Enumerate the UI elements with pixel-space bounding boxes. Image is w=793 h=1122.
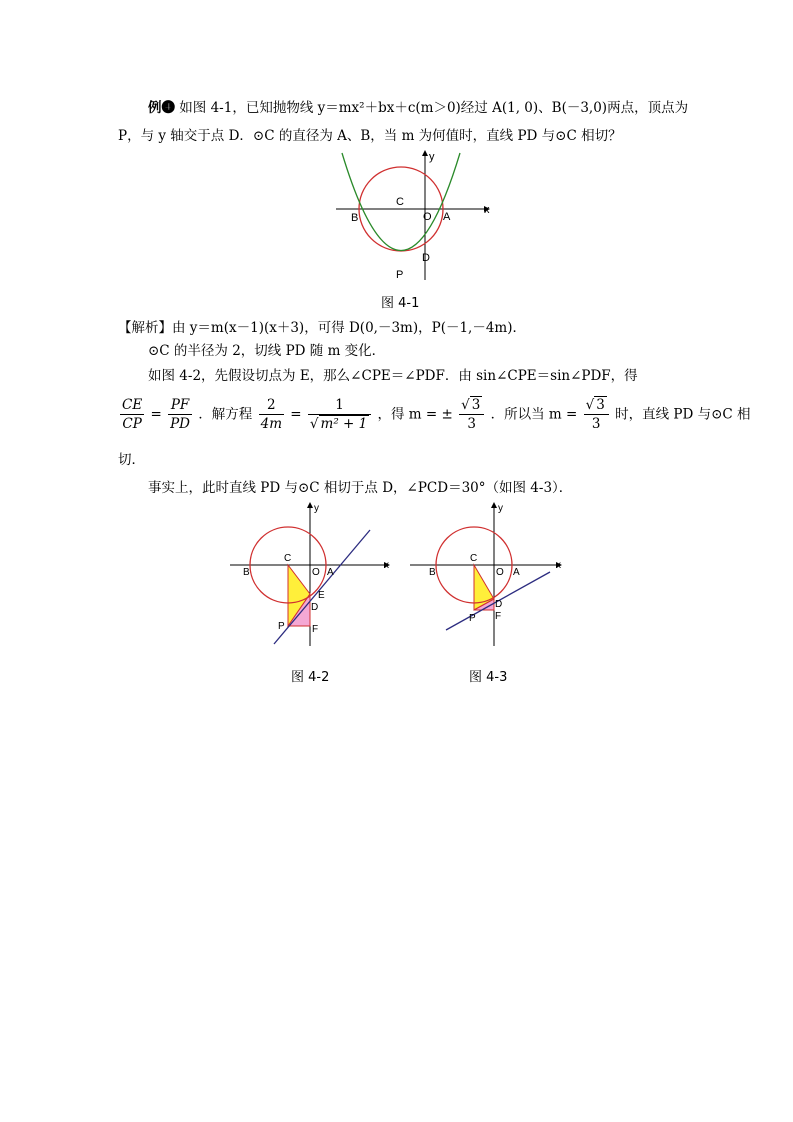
figure-4-1-caption: 图 4-1 bbox=[381, 296, 420, 311]
fraction-ce-cp bbox=[120, 396, 144, 433]
frac-2: 2 bbox=[259, 396, 284, 415]
label-o: O bbox=[423, 211, 432, 223]
frac-sqrt3-num: √ 3 bbox=[459, 396, 484, 415]
fraction-1-sqrt bbox=[308, 396, 371, 433]
label-x: x bbox=[556, 560, 561, 571]
frac-3: 3 bbox=[467, 416, 477, 432]
formula-line bbox=[118, 396, 751, 433]
solution-text-6: 事实上，此时直线 PD 与⊙C 相切于点 D，∠PCD＝30°（如图 4-3）． bbox=[148, 480, 573, 496]
frac-sqrt-den: √ m² + 1 bbox=[309, 416, 368, 432]
frac-1: 1 bbox=[308, 396, 371, 415]
frac-ce: CE bbox=[122, 397, 143, 413]
figure-4-3 bbox=[408, 498, 568, 648]
label-a: A bbox=[443, 211, 451, 223]
example-text-1: 如图 4-1，已知抛物线 y＝mx²＋bx＋c(m＞0)经过 A(1, 0)、B(－3,0)两点，顶点为 bbox=[179, 100, 689, 116]
frac-3-b: 3 bbox=[591, 416, 601, 432]
frac-pd: PD bbox=[170, 416, 191, 432]
conclusion-text: ．所以当 m = bbox=[490, 406, 578, 423]
label-b: B bbox=[351, 212, 359, 224]
solution-line-3 bbox=[148, 366, 638, 386]
solution-text-3: 如图 4-2，先假设切点为 E，那么∠CPE＝∠PDF．由 sin∠CPE＝sin∠PDF，得 bbox=[148, 368, 638, 384]
solution-line-2 bbox=[148, 341, 385, 361]
label-f: F bbox=[495, 611, 502, 622]
figure-4-3-caption: 图 4-3 bbox=[469, 670, 508, 685]
solution-text-2: ⊙C 的半径为 2，切线 PD 随 m 变化． bbox=[148, 343, 386, 359]
equals-sign-2: = bbox=[290, 406, 302, 423]
solution-text-5: 切． bbox=[118, 452, 145, 468]
label-y: y bbox=[314, 503, 319, 514]
frac-pf: PF bbox=[168, 396, 192, 415]
result-text: ，得 m = ± bbox=[377, 406, 453, 423]
label-a: A bbox=[327, 567, 334, 578]
label-p: P bbox=[469, 613, 476, 624]
label-x: x bbox=[384, 560, 389, 571]
label-o: O bbox=[496, 567, 504, 578]
equals-sign: = bbox=[150, 406, 162, 423]
label-y: y bbox=[498, 503, 503, 514]
solution-line-6 bbox=[148, 478, 572, 498]
label-e: E bbox=[318, 590, 325, 601]
y-axis-arrow bbox=[491, 502, 497, 508]
label-d: D bbox=[495, 599, 503, 610]
solution-line-1 bbox=[118, 318, 526, 338]
label-x: x bbox=[484, 204, 490, 216]
frac-4m: 4m bbox=[260, 416, 282, 432]
fraction-pf-pd bbox=[168, 396, 192, 433]
label-b: B bbox=[243, 567, 250, 578]
sqrt3-b: 3 bbox=[596, 397, 605, 413]
figure-4-2 bbox=[228, 498, 396, 648]
figure-4-1 bbox=[334, 148, 494, 282]
label-d: D bbox=[311, 602, 319, 613]
label-b: B bbox=[429, 567, 436, 578]
sqrt-m2-plus-1: m² + 1 bbox=[320, 416, 368, 432]
fraction-2-4m bbox=[259, 396, 284, 433]
label-p: P bbox=[396, 269, 404, 281]
label-c: C bbox=[396, 196, 404, 208]
example-text-2: P，与 y 轴交于点 D．⊙C 的直径为 A、B，当 m 为何值时，直线 PD 与⊙C 相切？ bbox=[118, 128, 622, 144]
y-axis-arrow bbox=[307, 502, 313, 508]
frac-cp: CP bbox=[122, 416, 142, 432]
y-axis-arrow bbox=[422, 150, 428, 156]
label-o: O bbox=[312, 567, 320, 578]
example-label: 例❹ bbox=[148, 100, 175, 116]
label-p: P bbox=[278, 621, 285, 632]
label-a: A bbox=[513, 567, 520, 578]
frac-sqrt3-num-b: √ 3 bbox=[584, 396, 609, 415]
label-c: C bbox=[284, 553, 292, 564]
label-c: C bbox=[470, 553, 478, 564]
conclusion-text-2: 时，直线 PD 与⊙C 相 bbox=[615, 406, 751, 423]
example-line-1 bbox=[148, 98, 688, 118]
solution-text-1: 【解析】由 y＝m(x－1)(x＋3)，可得 D(0,－3m)，P(－1,－4m)． bbox=[118, 320, 526, 336]
sqrt3: 3 bbox=[471, 397, 481, 413]
example-line-2 bbox=[118, 126, 622, 146]
solve-text: ．解方程 bbox=[198, 406, 253, 423]
label-y: y bbox=[429, 151, 435, 163]
label-d: D bbox=[422, 252, 430, 264]
fraction-sqrt3-3-b bbox=[584, 396, 609, 433]
label-f: F bbox=[312, 624, 319, 635]
figure-4-2-caption: 图 4-2 bbox=[291, 670, 330, 685]
solution-line-5 bbox=[118, 450, 145, 470]
fraction-sqrt3-3 bbox=[459, 396, 484, 433]
